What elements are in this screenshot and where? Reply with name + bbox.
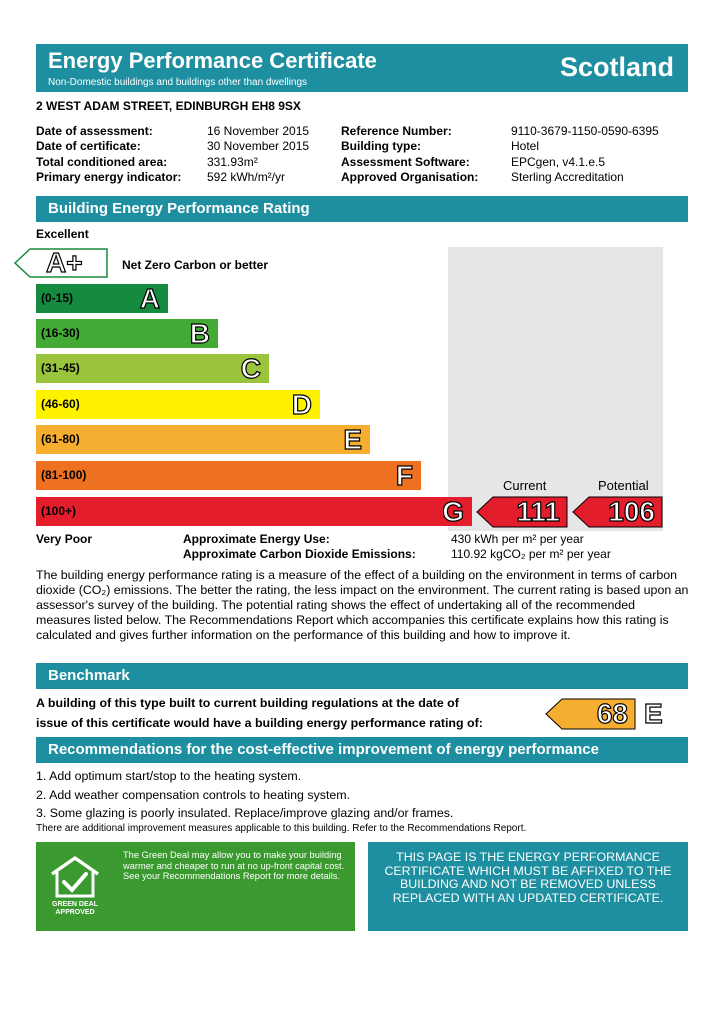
- detail-value: 331.93m²: [207, 154, 258, 169]
- detail-value: Hotel: [511, 139, 540, 154]
- energy-use-value: 430 kWh per m² per year: [451, 532, 584, 546]
- aplus-letter: A+: [46, 247, 83, 278]
- details-right-values: [511, 124, 659, 185]
- detail-label: Primary energy indicator:: [36, 169, 182, 184]
- detail-label: Assessment Software:: [341, 154, 470, 169]
- energy-use-label: Approximate Energy Use:: [183, 532, 330, 546]
- detail-label: Date of assessment:: [36, 124, 153, 138]
- band-e: [36, 425, 370, 454]
- detail-label: Building type:: [341, 139, 421, 154]
- rating-explanation: The building energy performance rating is a measure of the effect of a building on the environment in terms of carbon dioxide (CO₂) emissions. The better the rating, the less impact on the environment. The current rating is based upon an assessor's survey of the building. The potential rating shows the effect of undertaking all of the recommended measures listed below. The Recommendations Report which accompanies this certificate explains how this rating is calculated and gives further information on the performance of this building and how to improve it.: [36, 568, 689, 643]
- band-range: (81-100): [41, 468, 87, 482]
- detail-value: 16 November 2015: [207, 124, 310, 138]
- band-range: (46-60): [41, 397, 80, 411]
- band-f: [36, 461, 421, 490]
- band-range: (100+): [41, 504, 77, 518]
- current-label: Current: [503, 478, 547, 493]
- aplus-band: [14, 248, 108, 278]
- details-left-labels: [36, 124, 181, 185]
- benchmark-pointer: [545, 698, 636, 730]
- property-address: 2 WEST ADAM STREET, EDINBURGH EH8 9SX: [36, 99, 301, 113]
- band-letter: E: [343, 424, 362, 455]
- band-letter: C: [240, 353, 261, 384]
- certificate-header: [36, 44, 688, 92]
- band-letter: F: [395, 460, 413, 491]
- detail-label: Date of certificate:: [36, 139, 141, 154]
- band-letter: G: [442, 496, 464, 527]
- band-a: [36, 284, 168, 313]
- band-range: (31-45): [41, 361, 80, 375]
- recommendation-item: 1. Add optimum start/stop to the heating system.: [36, 769, 302, 783]
- current-rating-value: 111: [516, 496, 560, 527]
- band-letter: A: [139, 283, 160, 314]
- green-deal-box: [36, 842, 355, 931]
- band-g: [36, 497, 472, 526]
- potential-rating-pointer: [572, 496, 663, 528]
- detail-label: Total conditioned area:: [36, 154, 168, 169]
- potential-rating-value: 106: [608, 496, 655, 527]
- benchmark-line-2: issue of this certificate would have a building energy performance rating of:: [36, 716, 483, 730]
- detail-value: EPCgen, v4.1.e.5: [511, 154, 606, 169]
- benchmark-letter: E: [644, 698, 663, 729]
- potential-label: Potential: [598, 478, 649, 493]
- band-range: (16-30): [41, 326, 80, 340]
- benchmark-title: Benchmark: [36, 663, 688, 689]
- house-check-icon: [48, 854, 102, 900]
- details-right-labels: [341, 124, 478, 185]
- aplus-description: Net Zero Carbon or better: [122, 258, 269, 272]
- band-range: (61-80): [41, 432, 80, 446]
- detail-label: Approved Organisation:: [341, 169, 479, 184]
- benchmark-value: 68: [596, 698, 628, 729]
- current-rating-pointer: [476, 496, 568, 528]
- recommendation-item: 2. Add weather compensation controls to heating system.: [36, 787, 351, 802]
- band-letter: B: [189, 318, 210, 349]
- detail-value: 9110-3679-1150-0590-6395: [511, 124, 659, 138]
- band-range: (0-15): [41, 291, 74, 305]
- excellent-label: Excellent: [36, 227, 89, 241]
- co2-value: 110.92 kgCO₂ per m² per year: [451, 547, 611, 561]
- band-c: [36, 354, 269, 383]
- recommendations-list: [36, 767, 453, 823]
- recommendations-title: Recommendations for the cost-effective improvement of energy performance: [36, 737, 688, 763]
- affix-notice: THIS PAGE IS THE ENERGY PERFORMANCE CERTIFICATE WHICH MUST BE AFFIXED TO THE BUILDING AND NOT BE REMOVED UNLESS REPLACED WITH AN UPDATED CERTIFICATE.: [368, 842, 688, 931]
- band-b: [36, 319, 218, 348]
- recommendations-note: There are additional improvement measures applicable to this building. Refer to the Recommendations Report.: [36, 823, 527, 834]
- co2-label: Approximate Carbon Dioxide Emissions:: [183, 547, 416, 561]
- benchmark-line-1: A building of this type built to current building regulations at the date of: [36, 696, 459, 710]
- very-poor-label: Very Poor: [36, 532, 93, 546]
- detail-label: Reference Number:: [341, 124, 452, 138]
- green-deal-logo: [48, 854, 102, 916]
- detail-value: 30 November 2015: [207, 139, 310, 154]
- rating-section-title: Building Energy Performance Rating: [36, 196, 688, 222]
- green-deal-logo-text-2: APPROVED: [55, 909, 95, 916]
- band-letter: D: [291, 389, 312, 420]
- band-d: [36, 390, 320, 419]
- green-deal-logo-text-1: GREEN DEAL: [52, 901, 98, 908]
- region-label: Scotland: [559, 52, 674, 82]
- green-deal-text: The Green Deal may allow you to make your building warmer and cheaper to run at no up-front capital cost. See your Recommendations Report for more details.: [123, 850, 345, 882]
- detail-value: Sterling Accreditation: [511, 169, 624, 184]
- certificate-subtitle: Non-Domestic buildings and buildings other than dwellings: [48, 77, 308, 88]
- details-left-values: [207, 124, 309, 185]
- recommendation-item: 3. Some glazing is poorly insulated. Replace/improve glazing and/or frames.: [36, 806, 454, 821]
- certificate-title: Energy Performance Certificate: [48, 48, 377, 73]
- detail-value: 592 kWh/m²/yr: [207, 169, 286, 184]
